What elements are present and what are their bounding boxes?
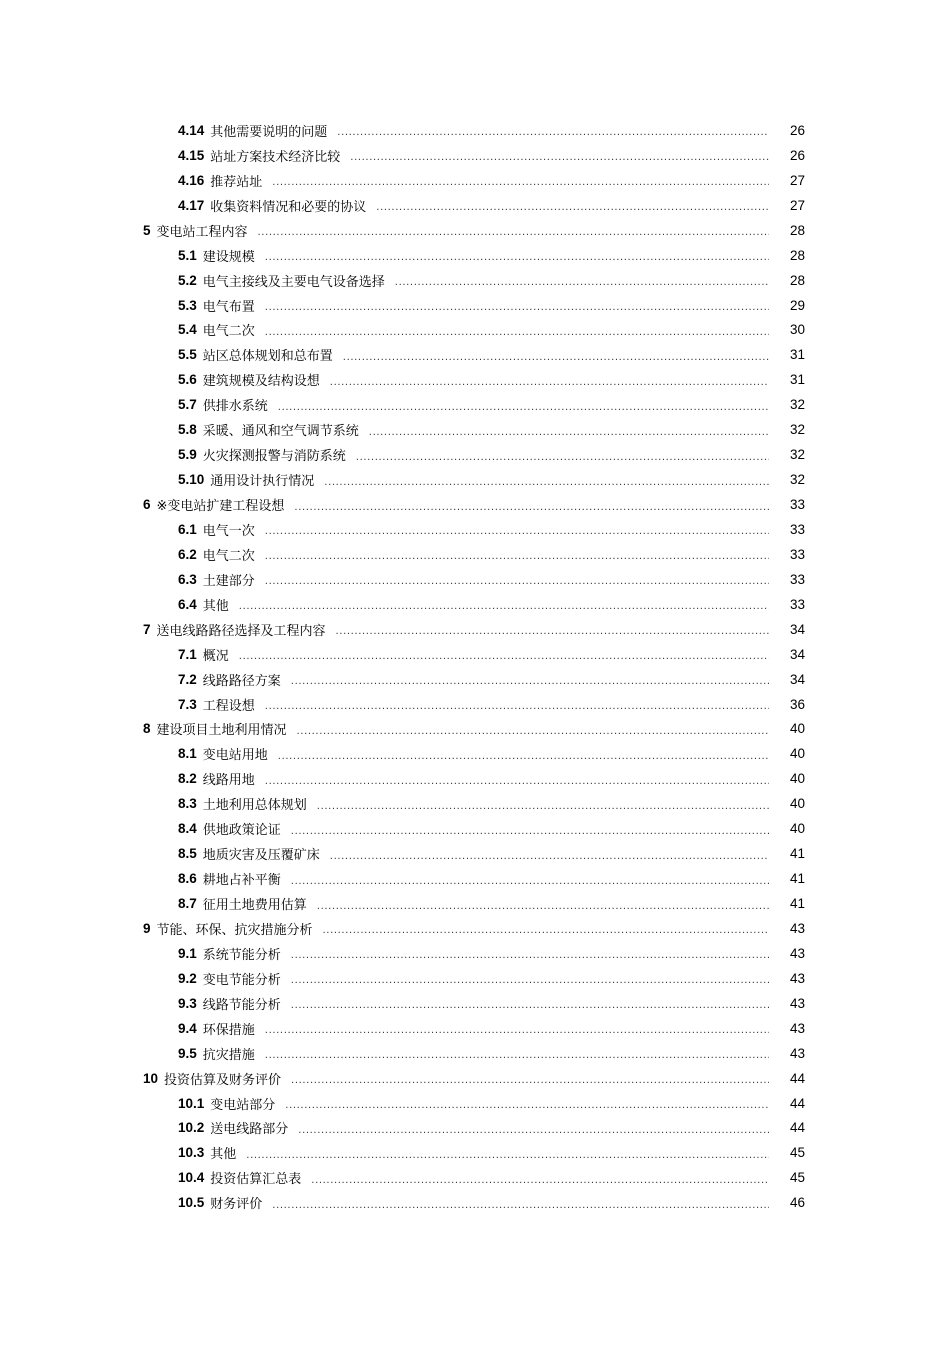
toc-entry[interactable] <box>0 1165 950 1190</box>
toc-entry-number: 5.3 <box>178 297 197 313</box>
toc-entry-page-number: 44 <box>789 1095 805 1111</box>
toc-entry-title: 线路路径方案 <box>202 673 281 689</box>
toc-entry-title: 站址方案技术经济比较 <box>210 149 341 165</box>
toc-entry-title: 电气布置 <box>202 299 255 315</box>
toc-entry-number: 8.2 <box>178 771 197 787</box>
toc-entry-number: 8 <box>143 721 151 737</box>
toc-entry-page-number: 41 <box>789 871 805 887</box>
toc-entry-page-number: 34 <box>789 671 805 687</box>
toc-entry[interactable] <box>0 916 950 941</box>
dot-leader <box>265 577 769 587</box>
toc-entry-title: 建筑规模及结构设想 <box>202 374 320 390</box>
toc-entry-page-number: 41 <box>789 846 805 862</box>
toc-entry-title: 投资估算及财务评价 <box>164 1072 282 1088</box>
toc-entry-page-number: 44 <box>789 1070 805 1086</box>
toc-entry-title: 供排水系统 <box>202 399 268 415</box>
toc-entry-number: 9.1 <box>178 945 197 961</box>
toc-entry-number: 9.4 <box>178 1020 197 1036</box>
toc-entry-number: 10.1 <box>178 1095 205 1111</box>
toc-entry-page-number: 32 <box>789 447 805 463</box>
dot-leader <box>285 1101 769 1111</box>
toc-entry-page-number: 43 <box>789 1020 805 1036</box>
toc-entry-number: 9.5 <box>178 1045 197 1061</box>
toc-entry-number: 5.6 <box>178 372 197 388</box>
toc-entry-number: 10.4 <box>178 1170 205 1186</box>
toc-entry-title: 节能、环保、抗灾措施分析 <box>156 922 313 938</box>
dot-leader <box>265 303 769 313</box>
dot-leader <box>337 128 769 138</box>
dot-leader <box>291 877 769 887</box>
toc-entry-number: 8.7 <box>178 896 197 912</box>
toc-entry-title: 线路用地 <box>202 773 255 789</box>
toc-entry[interactable] <box>0 1066 950 1091</box>
toc-entry-title: 通用设计执行情况 <box>210 474 315 490</box>
toc-entry-number: 5.8 <box>178 422 197 438</box>
toc-entry[interactable] <box>0 642 950 667</box>
dot-leader <box>291 1001 769 1011</box>
toc-entry-number: 5 <box>143 222 151 238</box>
toc-entry-page-number: 40 <box>789 746 805 762</box>
toc-entry-title: 火灾探测报警与消防系统 <box>202 449 346 465</box>
toc-entry-page-number: 33 <box>789 571 805 587</box>
toc-entry-title: 其他 <box>210 1147 237 1163</box>
toc-entry-page-number: 31 <box>789 372 805 388</box>
dot-leader <box>291 976 769 986</box>
dot-leader <box>265 328 769 338</box>
toc-entry-title: 采暖、通风和空气调节系统 <box>202 424 359 440</box>
toc-entry-page-number: 27 <box>789 172 805 188</box>
dot-leader <box>239 602 769 612</box>
toc-entry-title: 供地政策论证 <box>202 823 281 839</box>
toc-entry[interactable] <box>0 442 950 467</box>
toc-entry-number: 10 <box>143 1070 159 1086</box>
dot-leader <box>323 926 769 936</box>
toc-entry-title: 征用土地费用估算 <box>202 898 307 914</box>
dot-leader <box>350 153 769 163</box>
toc-entry-number: 6.1 <box>178 521 197 537</box>
toc-entry-title: 站区总体规划和总布置 <box>202 349 333 365</box>
toc-entry[interactable] <box>0 941 950 966</box>
toc-entry[interactable] <box>0 717 950 742</box>
toc-entry-number: 4.14 <box>178 122 205 138</box>
toc-entry-title: 推荐站址 <box>210 174 263 190</box>
dot-leader <box>278 403 769 413</box>
dot-leader <box>265 702 769 712</box>
toc-entry-page-number: 29 <box>789 297 805 313</box>
toc-entry-page-number: 33 <box>789 546 805 562</box>
toc-entry-title: 线路节能分析 <box>202 997 281 1013</box>
toc-entry-number: 7.3 <box>178 696 197 712</box>
toc-entry[interactable] <box>0 866 950 891</box>
toc-entry[interactable] <box>0 392 950 417</box>
dot-leader <box>376 203 769 213</box>
toc-entry-title: 变电站用地 <box>202 748 268 764</box>
dot-leader <box>291 1076 769 1086</box>
toc-entry-page-number: 43 <box>789 920 805 936</box>
toc-entry[interactable] <box>0 168 950 193</box>
dot-leader <box>395 278 769 288</box>
dot-leader <box>291 827 769 837</box>
toc-entry[interactable] <box>0 816 950 841</box>
toc-entry[interactable] <box>0 542 950 567</box>
toc-entry-title: 送电线路部分 <box>210 1122 289 1138</box>
toc-entry-page-number: 28 <box>789 272 805 288</box>
dot-leader <box>291 677 769 687</box>
toc-entry-number: 6.4 <box>178 596 197 612</box>
toc-entry-title: 投资估算汇总表 <box>210 1172 302 1188</box>
dot-leader <box>239 652 769 662</box>
dot-leader <box>336 627 769 637</box>
toc-entry-page-number: 40 <box>789 821 805 837</box>
toc-entry[interactable] <box>0 367 950 392</box>
toc-entry-title: 其他需要说明的问题 <box>210 124 328 140</box>
toc-entry-number: 5.5 <box>178 347 197 363</box>
toc-entry-page-number: 43 <box>789 1045 805 1061</box>
toc-entry-number: 8.6 <box>178 871 197 887</box>
toc-entry-page-number: 43 <box>789 970 805 986</box>
toc-entry-page-number: 45 <box>789 1170 805 1186</box>
toc-entry-page-number: 26 <box>789 122 805 138</box>
dot-leader <box>330 378 769 388</box>
dot-leader <box>265 1051 769 1061</box>
toc-entry[interactable] <box>0 118 950 143</box>
toc-entry-title: 抗灾措施 <box>202 1047 255 1063</box>
toc-entry-number: 5.4 <box>178 322 197 338</box>
toc-entry-number: 5.7 <box>178 397 197 413</box>
toc-entry-title: 电气二次 <box>202 324 255 340</box>
toc-entry-title: 环保措施 <box>202 1022 255 1038</box>
toc-entry-page-number: 45 <box>789 1145 805 1161</box>
toc-entry-page-number: 26 <box>789 147 805 163</box>
toc-entry-number: 5.1 <box>178 247 197 263</box>
dot-leader <box>246 1151 769 1161</box>
toc-entry[interactable] <box>0 667 950 692</box>
dot-leader <box>369 428 769 438</box>
toc-entry-title: 地质灾害及压覆矿床 <box>202 848 320 864</box>
toc-entry-page-number: 27 <box>789 197 805 213</box>
toc-entry-number: 4.17 <box>178 197 205 213</box>
toc-entry-title: 电气二次 <box>202 548 255 564</box>
toc-entry-number: 4.16 <box>178 172 205 188</box>
dot-leader <box>265 1026 769 1036</box>
toc-entry-number: 9.2 <box>178 970 197 986</box>
toc-entry-page-number: 40 <box>789 721 805 737</box>
toc-entry-number: 5.2 <box>178 272 197 288</box>
toc-entry-number: 5.10 <box>178 472 205 488</box>
toc-entry-page-number: 40 <box>789 796 805 812</box>
toc-entry-number: 10.5 <box>178 1195 205 1211</box>
toc-entry[interactable] <box>0 143 950 168</box>
toc-entry-number: 6.2 <box>178 546 197 562</box>
toc-entry-number: 9 <box>143 920 151 936</box>
dot-leader <box>294 503 769 513</box>
toc-entry-title: 工程设想 <box>202 698 255 714</box>
dot-leader <box>265 552 769 562</box>
toc-entry[interactable] <box>0 293 950 318</box>
toc-entry[interactable] <box>0 766 950 791</box>
toc-entry-page-number: 33 <box>789 596 805 612</box>
toc-entry-title: 电气一次 <box>202 523 255 539</box>
toc-entry[interactable] <box>0 268 950 293</box>
toc-entry[interactable] <box>0 492 950 517</box>
toc-entry-title: 其他 <box>202 598 229 614</box>
dot-leader <box>324 478 769 488</box>
dot-leader <box>317 802 769 812</box>
toc-entry[interactable] <box>0 1190 950 1215</box>
toc-entry[interactable] <box>0 592 950 617</box>
toc-entry[interactable] <box>0 417 950 442</box>
toc-entry[interactable] <box>0 791 950 816</box>
toc-entry[interactable] <box>0 617 950 642</box>
toc-entry-title: 建设项目土地利用情况 <box>156 723 287 739</box>
toc-entry-number: 8.5 <box>178 846 197 862</box>
toc-entry-number: 7 <box>143 621 151 637</box>
toc-entry[interactable] <box>0 692 950 717</box>
dot-leader <box>272 1201 769 1211</box>
toc-entry-page-number: 41 <box>789 896 805 912</box>
toc-entry-page-number: 43 <box>789 945 805 961</box>
toc-entry-page-number: 36 <box>789 696 805 712</box>
toc-entry[interactable] <box>0 567 950 592</box>
toc-entry-title: 土建部分 <box>202 573 255 589</box>
toc-entry-title: 系统节能分析 <box>202 947 281 963</box>
toc-entry-page-number: 34 <box>789 621 805 637</box>
dot-leader <box>311 1176 769 1186</box>
dot-leader <box>258 228 769 238</box>
toc-entry-page-number: 30 <box>789 322 805 338</box>
table-of-contents <box>0 118 950 1215</box>
toc-entry-page-number: 33 <box>789 521 805 537</box>
toc-entry-title: 概况 <box>202 648 229 664</box>
dot-leader <box>317 902 769 912</box>
toc-entry[interactable] <box>0 991 950 1016</box>
toc-entry-page-number: 32 <box>789 422 805 438</box>
toc-entry-number: 4.15 <box>178 147 205 163</box>
toc-entry[interactable] <box>0 1140 950 1165</box>
toc-entry[interactable] <box>0 342 950 367</box>
dot-leader <box>272 178 769 188</box>
toc-entry-title: 土地利用总体规划 <box>202 798 307 814</box>
dot-leader <box>343 353 769 363</box>
toc-entry[interactable] <box>0 1041 950 1066</box>
toc-entry[interactable] <box>0 243 950 268</box>
toc-entry-number: 8.4 <box>178 821 197 837</box>
toc-entry-page-number: 32 <box>789 472 805 488</box>
dot-leader <box>265 777 769 787</box>
toc-entry-number: 7.2 <box>178 671 197 687</box>
toc-entry[interactable] <box>0 891 950 916</box>
toc-entry-page-number: 44 <box>789 1120 805 1136</box>
dot-leader <box>278 752 769 762</box>
toc-entry-title: 电气主接线及主要电气设备选择 <box>202 274 385 290</box>
toc-entry-page-number: 31 <box>789 347 805 363</box>
toc-entry-page-number: 43 <box>789 995 805 1011</box>
toc-entry-page-number: 32 <box>789 397 805 413</box>
toc-entry-page-number: 33 <box>789 497 805 513</box>
toc-entry[interactable] <box>0 1016 950 1041</box>
toc-entry-number: 8.1 <box>178 746 197 762</box>
toc-entry[interactable] <box>0 517 950 542</box>
toc-entry[interactable] <box>0 1091 950 1116</box>
toc-entry-title: ※变电站扩建工程设想 <box>156 499 285 515</box>
toc-entry-number: 7.1 <box>178 646 197 662</box>
dot-leader <box>291 951 769 961</box>
toc-entry[interactable] <box>0 318 950 343</box>
toc-entry-page-number: 34 <box>789 646 805 662</box>
dot-leader <box>356 453 769 463</box>
dot-leader <box>265 527 769 537</box>
toc-entry-title: 送电线路路径选择及工程内容 <box>156 623 326 639</box>
toc-entry[interactable] <box>0 1116 950 1141</box>
dot-leader <box>298 1126 769 1136</box>
dot-leader <box>265 253 769 263</box>
toc-entry[interactable] <box>0 467 950 492</box>
toc-entry-number: 6.3 <box>178 571 197 587</box>
dot-leader <box>297 727 769 737</box>
toc-entry-page-number: 28 <box>789 222 805 238</box>
toc-entry-page-number: 46 <box>789 1195 805 1211</box>
toc-entry[interactable] <box>0 193 950 218</box>
toc-entry[interactable] <box>0 966 950 991</box>
toc-entry-title: 变电节能分析 <box>202 972 281 988</box>
toc-entry-title: 变电站工程内容 <box>156 224 248 240</box>
toc-entry-number: 10.2 <box>178 1120 205 1136</box>
toc-entry[interactable] <box>0 741 950 766</box>
toc-entry-number: 8.3 <box>178 796 197 812</box>
toc-entry-number: 6 <box>143 497 151 513</box>
toc-entry[interactable] <box>0 841 950 866</box>
toc-entry-title: 收集资料情况和必要的协议 <box>210 199 367 215</box>
toc-entry-page-number: 28 <box>789 247 805 263</box>
dot-leader <box>330 852 769 862</box>
toc-entry[interactable] <box>0 218 950 243</box>
toc-entry-title: 变电站部分 <box>210 1097 276 1113</box>
toc-entry-title: 耕地占补平衡 <box>202 873 281 889</box>
toc-entry-number: 9.3 <box>178 995 197 1011</box>
toc-entry-title: 建设规模 <box>202 249 255 265</box>
toc-entry-number: 10.3 <box>178 1145 205 1161</box>
toc-entry-title: 财务评价 <box>210 1197 263 1213</box>
toc-entry-number: 5.9 <box>178 447 197 463</box>
toc-entry-page-number: 40 <box>789 771 805 787</box>
